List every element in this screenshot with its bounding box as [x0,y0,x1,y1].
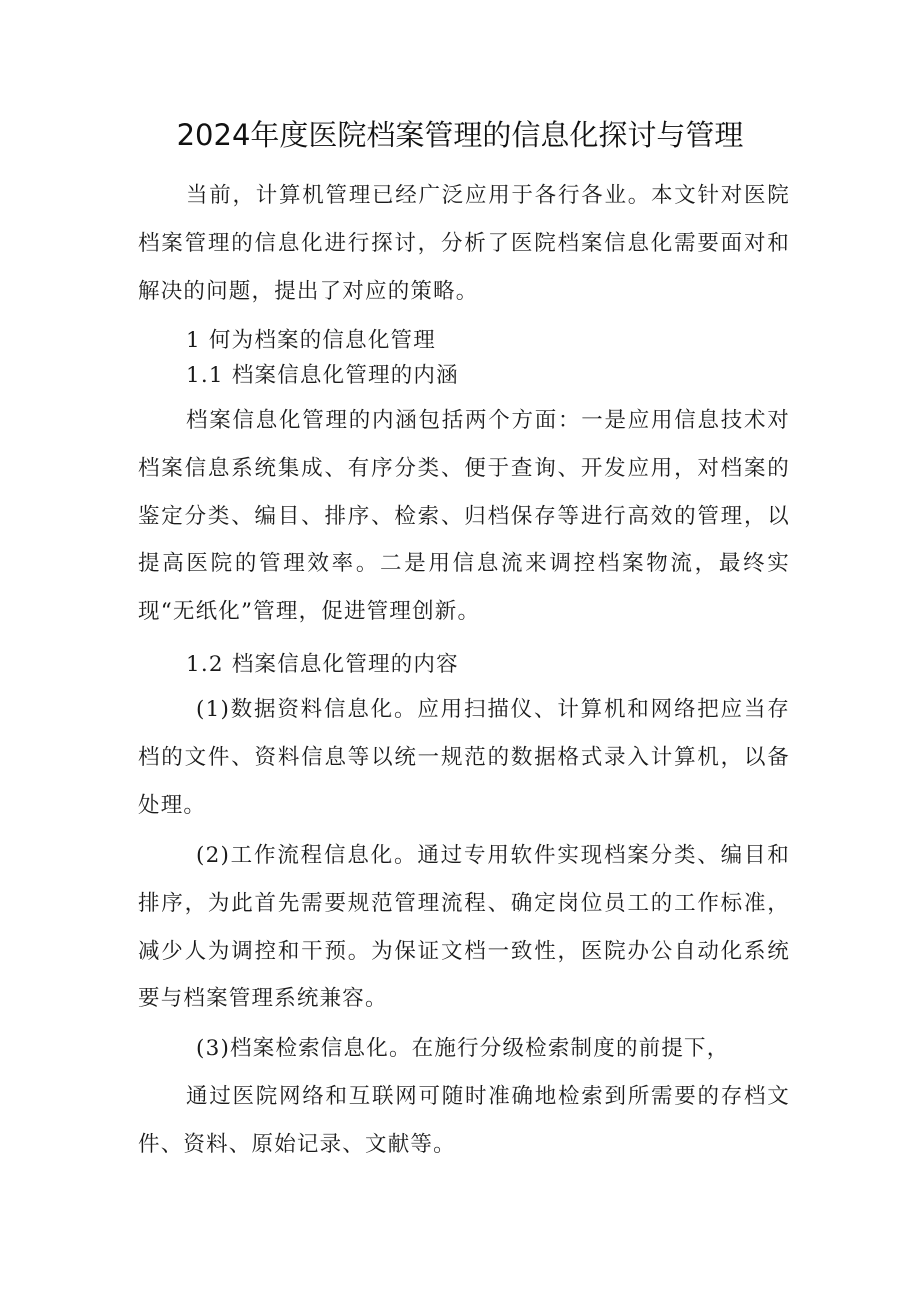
list-item-3-continuation: 通过医院网络和互联网可随时准确地检索到所需要的存档文件、资料、原始记录、文献等。 [138,1084,790,1157]
list-item-1: (1)数据资料信息化。应用扫描仪、计算机和网络把应当存档的文件、资料信息等以统一规范的数据格式录入计算机，以备处理。 [138,697,790,818]
section-1-2-heading: 1.2 档案信息化管理的内容 [186,652,459,677]
section-1-heading: 1 何为档案的信息化管理 [186,328,436,353]
intro-paragraph: 当前，计算机管理已经广泛应用于各行各业。本文针对医院档案管理的信息化进行探讨，分析了医院档案信息化需要面对和解决的问题，提出了对应的策略。 [138,183,790,304]
document-title: 2024年度医院档案管理的信息化探讨与管理 [176,118,744,152]
list-item-2: (2)工作流程信息化。通过专用软件实现档案分类、编目和排序，为此首先需要规范管理流程、确定岗位员工的工作标准，减少人为调控和干预。为保证文档一致性，医院办公自动化系统要与档案管理系统兼容。 [138,843,790,1012]
section-1-1-body: 档案信息化管理的内涵包括两个方面：一是应用信息技术对档案信息系统集成、有序分类、便于查询、开发应用，对档案的鉴定分类、编目、排序、检索、归档保存等进行高效的管理，以提高医院的管理效率。二是用信息流来调控档案物流，最终实现“无纸化”管理，促进管理创新。 [138,408,790,625]
list-item-3: (3)档案检索信息化。在施行分级检索制度的前提下， [196,1036,730,1061]
section-1-1-heading: 1.1 档案信息化管理的内涵 [186,363,459,388]
